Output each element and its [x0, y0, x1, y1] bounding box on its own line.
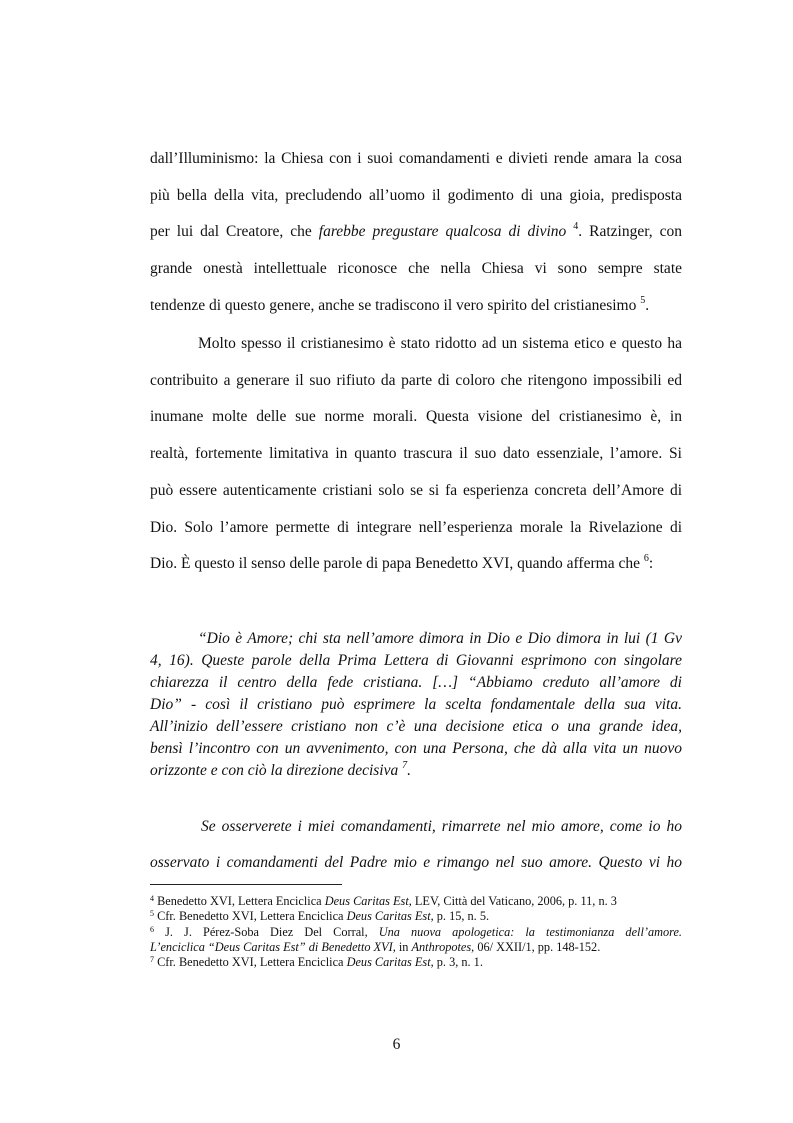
p1-italic-phrase: farebbe pregustare qualcosa di divino: [318, 223, 567, 240]
p2-line-3: inumane molte delle sue norme morali. Questa visione del cristianesimo è, in: [150, 408, 682, 425]
footnote-7: [150, 955, 682, 970]
footnote-6-number: 6: [150, 925, 154, 934]
p1-line-4: grande onestà intellettuale riconosce che nella Chiesa vi sono sempre state: [150, 260, 682, 277]
quote-line-3: chiarezza il centro della fede cristiana. […] “Abbiamo creduto all’amore di: [150, 674, 682, 691]
footnote-5-text-a: Cfr. Benedetto XVI, Lettera Enciclica: [157, 909, 347, 923]
footnote-6-line-2: [150, 940, 682, 955]
footnote-7-number: 7: [150, 955, 154, 964]
quote-line-1: “Dio è Amore; chi sta nell’amore dimora in Dio e Dio dimora in lui (1 Gv: [198, 630, 682, 647]
p1-line-3: [150, 222, 682, 242]
footnote-5-number: 5: [150, 909, 154, 918]
footnote-6-title: Una nuova apologetica: la testimonianza dell’amore.: [378, 925, 683, 939]
footnote-4-text-c: LEV, Città del Vaticano, 2006, p. 11, n. 3: [411, 894, 617, 908]
p2-line-7-text: Dio. È questo il senso delle parole di papa Benedetto XVI, quando afferma che: [150, 555, 640, 572]
p2-line-2: contribuito a generare il suo rifiuto da parte di coloro che ritengono impossibili ed: [150, 372, 682, 389]
footnote-6-in: in: [395, 940, 412, 954]
p3-line-1: Se osserverete i miei comandamenti, rimarrete nel mio amore, come io ho: [201, 818, 682, 835]
quote-line-4: Dio” - così il cristiano può esprimere la scelta fondamentale della sua vita.: [150, 696, 682, 713]
p1-line-3-text: per lui dal Creatore, che: [150, 223, 312, 240]
quote-line-6: bensì l’incontro con un avvenimento, con una Persona, che dà alla vita un nuovo: [150, 740, 682, 757]
footnote-5: [150, 909, 682, 924]
p1-line-2: più bella della vita, precludendo all’uomo il godimento di una gioia, predisposta: [150, 187, 682, 204]
p2-line-1: Molto spesso il cristianesimo è stato ridotto ad un sistema etico e questo ha: [198, 335, 682, 352]
footnote-ref-4: 4: [573, 220, 579, 232]
footnote-ref-7: 7: [402, 759, 408, 771]
footnote-ref-5: 5: [640, 294, 646, 306]
p2-line-7-end: :: [648, 555, 654, 572]
footnote-7-text-c: p. 3, n. 1.: [433, 955, 483, 969]
footnote-5-title: Deus Caritas Est,: [346, 909, 434, 923]
footnote-6-subtitle: L’enciclica “Deus Caritas Est” di Benedetto XVI,: [150, 940, 396, 954]
footnote-7-text-a: Cfr. Benedetto XVI, Lettera Enciclica: [157, 955, 347, 969]
footnote-4: [150, 894, 682, 909]
page-number: 6: [392, 1036, 401, 1053]
quote-line-7-text: orizzonte e con ciò la direzione decisiva: [150, 762, 399, 779]
p2-line-5: può essere autenticamente cristiani solo se si fa esperienza concreta dell’Amore di: [150, 482, 682, 499]
footnote-4-title: Deus Caritas Est,: [324, 894, 412, 908]
footnote-6-line-1: [150, 925, 682, 940]
footnote-ref-6: 6: [643, 552, 649, 564]
quote-line-7-end: .: [407, 762, 411, 779]
p1-line-5-text: tendenze di questo genere, anche se tradiscono il vero spirito del cristianesimo: [150, 297, 637, 314]
footnote-4-number: 4: [150, 894, 154, 903]
quote-line-2: 4, 16). Queste parole della Prima Lettera di Giovanni esprimono con singolare: [150, 652, 682, 669]
footnote-separator: [150, 884, 342, 885]
p1-line-5: [150, 296, 682, 316]
p2-line-4: realtà, fortemente limitativa in quanto trascura il suo dato essenziale, l’amore. Si: [150, 445, 682, 462]
p2-line-7: [150, 554, 682, 574]
p1-line-3-end: . Ratzinger, con: [578, 223, 683, 240]
footnote-6-author: J. J. Pérez-Soba Diez Del Corral,: [165, 925, 379, 939]
p2-line-6: Dio. Solo l’amore permette di integrare nell’esperienza morale la Rivelazione di: [150, 519, 682, 536]
footnote-5-text-c: p. 15, n. 5.: [433, 909, 490, 923]
footnote-6-pages: 06/ XXII/1, pp. 148-152.: [474, 940, 601, 954]
footnote-4-text-a: Benedetto XVI, Lettera Enciclica: [157, 894, 325, 908]
quote-line-7: [150, 761, 682, 781]
p1-line-5-end: .: [645, 297, 650, 314]
footnote-6-journal: Anthropotes,: [411, 940, 475, 954]
p3-line-2: osservato i comandamenti del Padre mio e rimango nel suo amore. Questo vi ho: [150, 854, 682, 871]
footnote-7-title: Deus Caritas Est,: [346, 955, 434, 969]
p1-line-1: dall’Illuminismo: la Chiesa con i suoi comandamenti e divieti rende amara la cosa: [150, 150, 682, 167]
quote-line-5: All’inizio dell’essere cristiano non c’è una decisione etica o una grande idea,: [150, 718, 682, 735]
